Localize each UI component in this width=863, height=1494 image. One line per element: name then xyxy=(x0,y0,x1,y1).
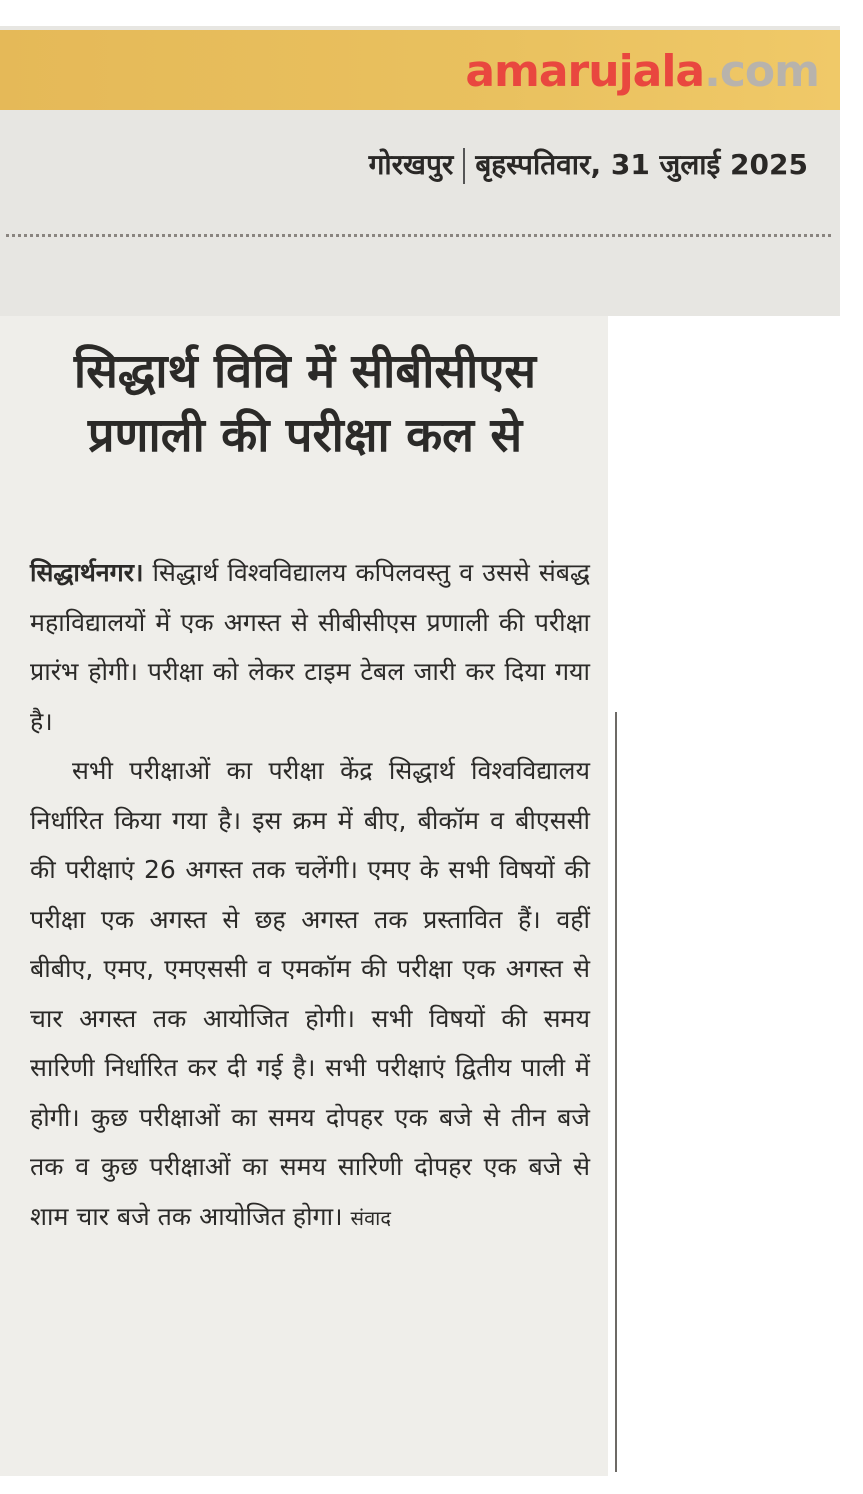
edition-date: बृहस्पतिवार, 31 जुलाई 2025 xyxy=(475,148,808,181)
paragraph-1 xyxy=(30,548,590,746)
logo-text: amarujala xyxy=(465,46,705,97)
headline-line-1: सिद्धार्थ विवि में सीबीसीएस xyxy=(73,344,537,399)
edition-dateline xyxy=(0,145,808,184)
logo-suffix: .com xyxy=(704,46,819,97)
amarujala-logo xyxy=(465,46,819,97)
dateline-separator xyxy=(463,148,465,184)
article-headline xyxy=(20,340,590,468)
edition-city: गोरखपुर xyxy=(368,148,454,181)
article-dateline: सिद्धार्थनगर। xyxy=(30,558,144,587)
article-credit: संवाद xyxy=(350,1205,391,1230)
headline-line-2: प्रणाली की परीक्षा कल से xyxy=(87,408,523,463)
dotted-divider xyxy=(6,234,831,237)
column-rule xyxy=(615,712,617,1472)
paragraph-2-text: सभी परीक्षाओं का परीक्षा केंद्र सिद्धार्थ विश्वविद्यालय निर्धारित किया गया है। इस क्रम में बीए, बीकॉम व बीएससी की परीक्षाएं 26 अगस्त तक चलेंगी। एमए के सभी विषयों की परीक्षा एक अगस्त से छह अगस्त तक प्रस्तावित हैं। वहीं बीबीए, एमए, एमएससी व एमकॉम की परीक्षा एक अगस्त से चार अगस्त तक आयोजित होगी। सभी विषयों की समय सारिणी निर्धारित कर दी गई है। सभी परीक्षाएं द्वितीय पाली में होगी। कुछ परीक्षाओं का समय दोपहर एक बजे से तीन बजे तक व कुछ परीक्षाओं का समय सारिणी दोपहर एक बजे से शाम चार बजे तक आयोजित होगा। xyxy=(30,756,590,1231)
article-body xyxy=(30,548,590,1243)
paragraph-1-text: सिद्धार्थ विश्वविद्यालय कपिलवस्तु व उससे संबद्ध महाविद्यालयों में एक अगस्त से सीबीसीएस प्रणाली की परीक्षा प्रारंभ होगी। परीक्षा को लेकर टाइम टेबल जारी कर दिया गया है। xyxy=(30,558,590,736)
paragraph-2 xyxy=(30,746,590,1243)
